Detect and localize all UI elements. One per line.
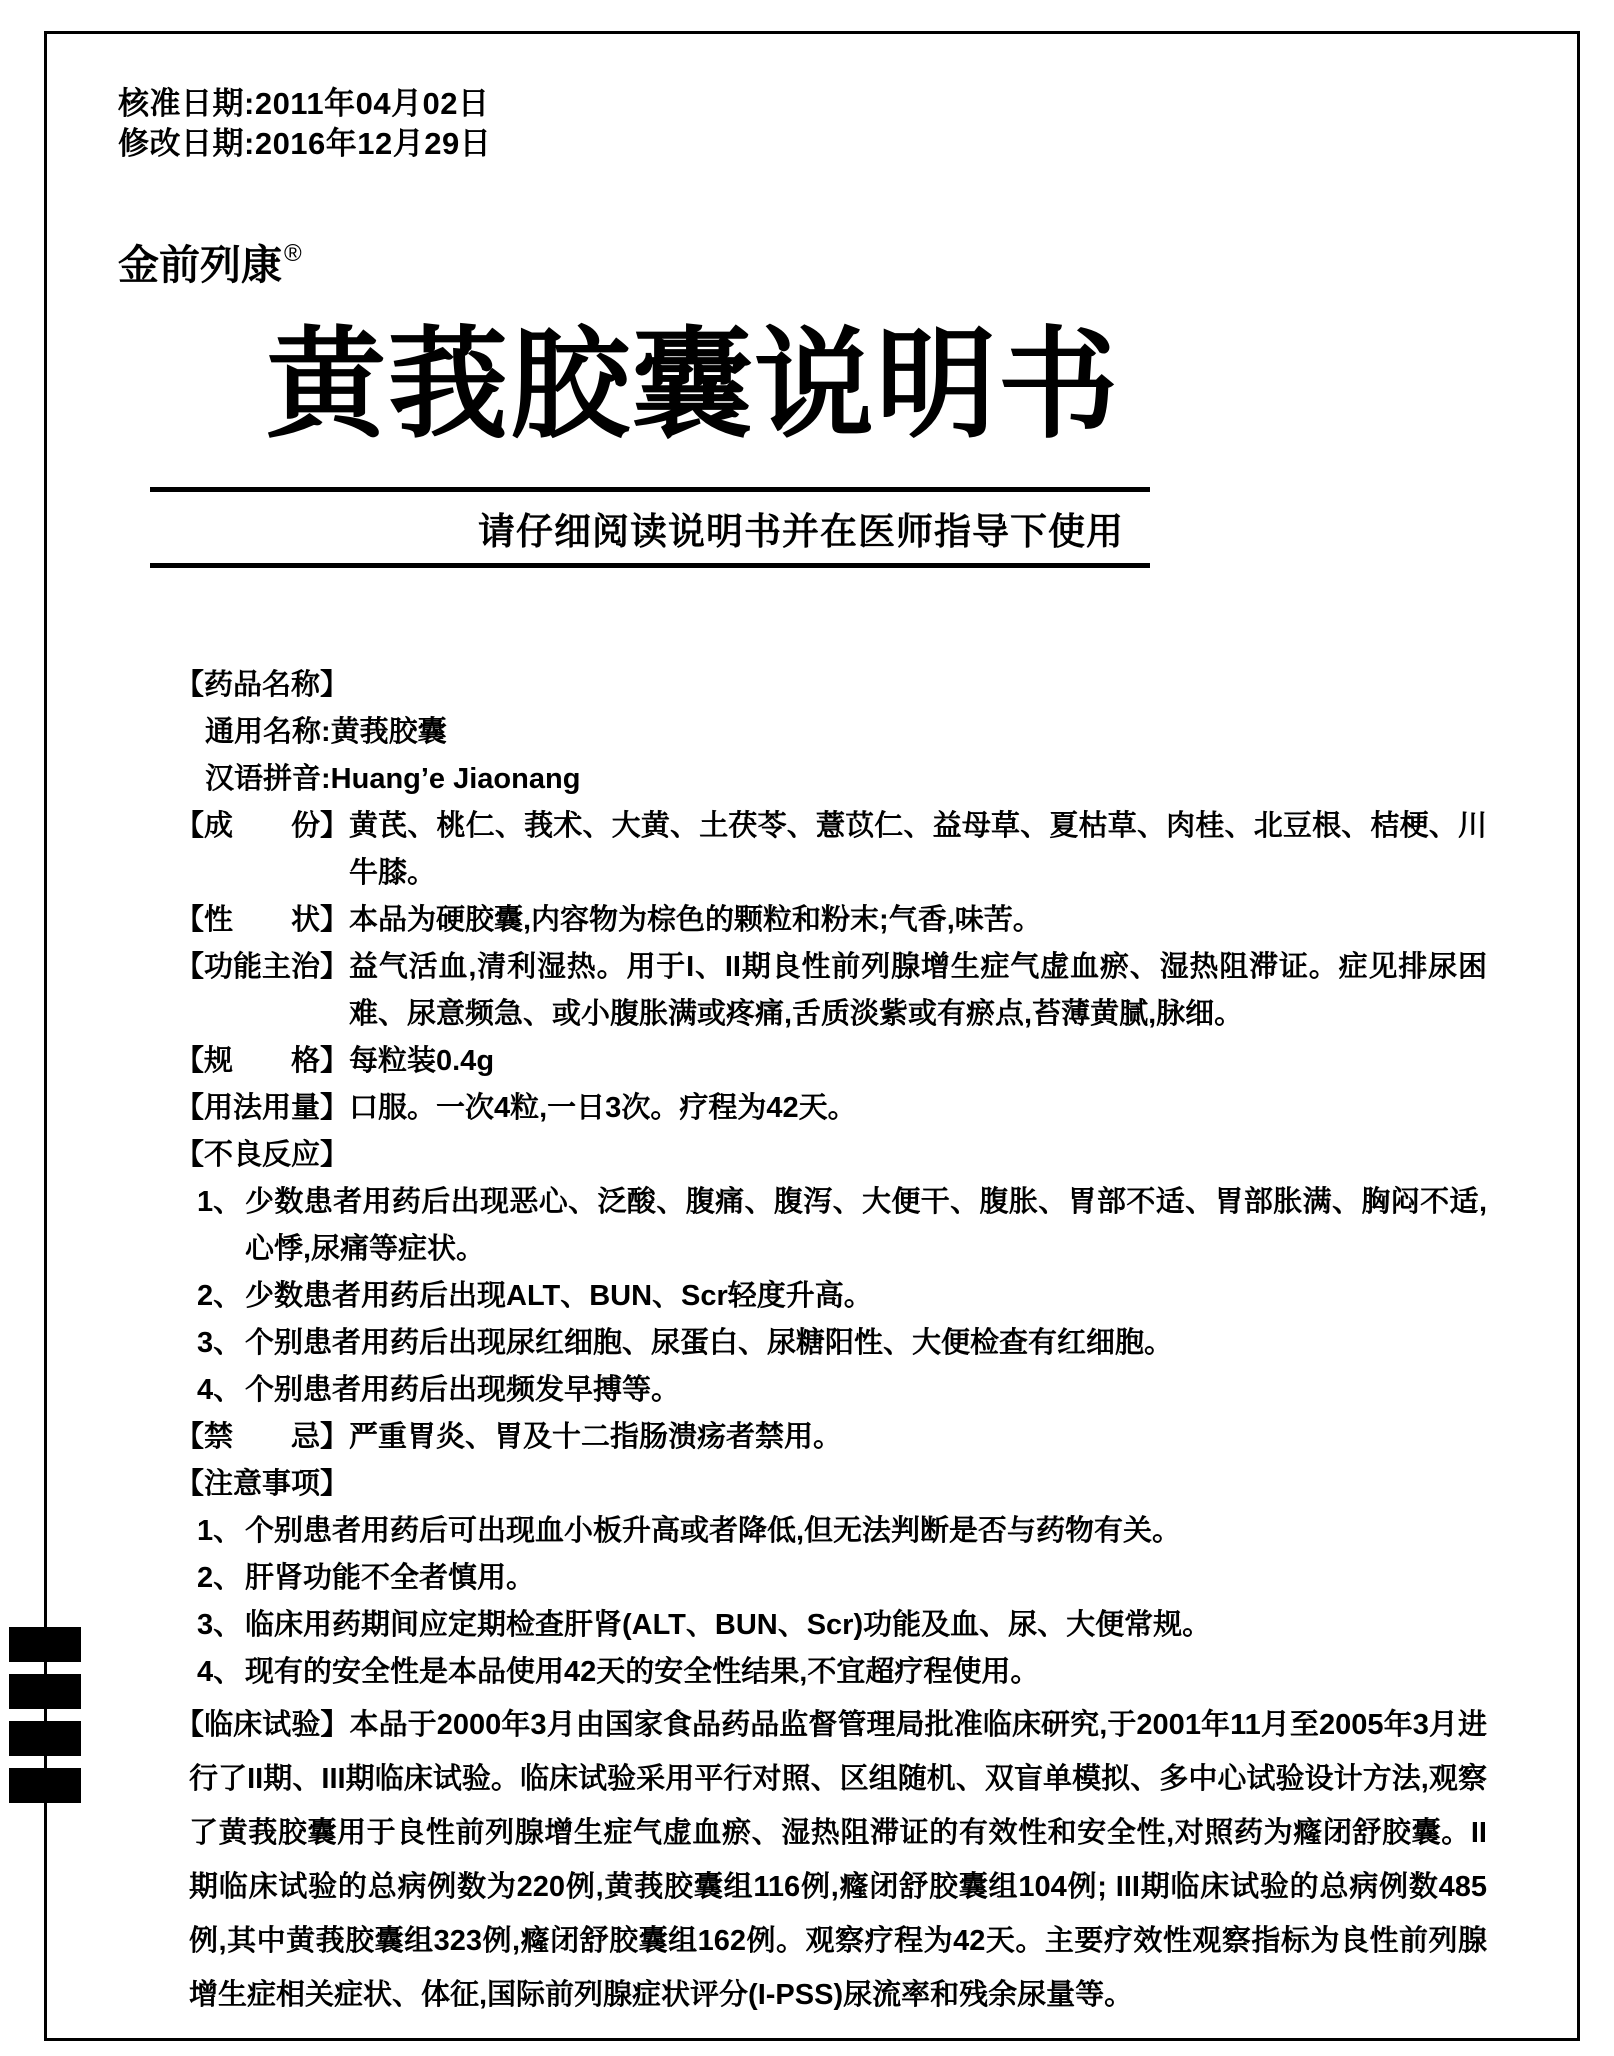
list-item [197,1367,1487,1414]
section-dosage [175,1085,1487,1132]
contraindications-label: 【禁 忌】 [175,1421,350,1453]
ingredients-label: 【成 份】 [175,810,350,842]
print-registration-mark [9,1627,81,1662]
section-precautions: 【注意事项】 [175,1468,350,1500]
brand-text: 金前列康 [118,242,282,288]
item-text: 个别患者用药后出现频发早搏等。 [245,1374,681,1406]
section-contraindications [175,1414,1487,1461]
contraindications-text: 严重胃炎、胃及十二指肠溃疡者禁用。 [349,1421,843,1453]
brand-name [118,232,302,291]
list-item [197,1602,1487,1649]
list-item [197,1555,1487,1602]
print-registration-mark [9,1768,81,1803]
section-drug-name: 【药品名称】 [175,669,350,701]
generic-name: 通用名称:黄莪胶囊 [205,716,447,748]
section-clinical-trial [175,1698,1487,2022]
specification-text: 每粒装0.4g [349,1045,495,1077]
section-adverse-reactions: 【不良反应】 [175,1139,350,1171]
precautions-list [197,1508,1487,1696]
item-number: 1、 [197,1186,243,1218]
properties-text: 本品为硬胶囊,内容物为棕色的颗粒和粉末;气香,味苦。 [349,904,1042,936]
divider-top [150,487,1150,492]
leaflet-body [175,662,1487,2022]
section-properties [175,897,1487,944]
approval-date: 核准日期:2011年04月02日 [118,86,490,121]
item-text: 肝肾功能不全者慎用。 [245,1562,536,1594]
indications-text: 益气活血,清利湿热。用于I、II期良性前列腺增生症气虚血瘀、湿热阻滞证。症见排尿困难、尿意频急、或小腹胀满或疼痛,舌质淡紫或有瘀点,苔薄黄腻,脉细。 [349,951,1487,1030]
adverse-reactions-list [197,1179,1487,1414]
section-specification [175,1038,1487,1085]
list-item [197,1273,1487,1320]
divider-bottom [150,563,1150,568]
section-indications [175,944,1487,1038]
print-registration-mark [9,1721,81,1756]
ingredients-text: 黄芪、桃仁、莪术、大黄、土茯苓、薏苡仁、益母草、夏枯草、肉桂、北豆根、桔梗、川牛膝。 [349,810,1487,889]
clinical-trial-label: 【临床试验】 [175,1709,350,1741]
item-number: 4、 [197,1656,243,1688]
registered-trademark-icon: ® [284,240,302,267]
item-number: 3、 [197,1327,243,1359]
item-text: 少数患者用药后出现恶心、泛酸、腹痛、腹泻、大便干、腹胀、胃部不适、胃部胀满、胸闷不适,心悸,尿痛等症状。 [245,1186,1487,1265]
item-text: 个别患者用药后可出现血小板升高或者降低,但无法判断是否与药物有关。 [245,1515,1182,1547]
page-title: 黄莪胶囊说明书 [266,318,1120,452]
list-item [197,1320,1487,1367]
read-instructions-notice: 请仔细阅读说明书并在医师指导下使用 [478,511,1124,552]
item-number: 4、 [197,1374,243,1406]
properties-label: 【性 状】 [175,904,350,936]
item-number: 1、 [197,1515,243,1547]
item-number: 2、 [197,1280,243,1312]
indications-label: 【功能主治】 [175,951,350,983]
pinyin-name: 汉语拼音:Huang’e Jiaonang [205,763,581,795]
revision-date: 修改日期:2016年12月29日 [118,126,492,161]
list-item [197,1179,1487,1273]
item-text: 临床用药期间应定期检查肝肾(ALT、BUN、Scr)功能及血、尿、大便常规。 [245,1609,1212,1641]
item-number: 2、 [197,1562,243,1594]
print-registration-mark [9,1674,81,1709]
list-item [197,1508,1487,1555]
dosage-text: 口服。一次4粒,一日3次。疗程为42天。 [349,1092,857,1124]
list-item [197,1649,1487,1696]
item-text: 少数患者用药后出现ALT、BUN、Scr轻度升高。 [245,1280,873,1312]
section-ingredients [175,803,1487,897]
item-text: 个别患者用药后出现尿红细胞、尿蛋白、尿糖阳性、大便检查有红细胞。 [245,1327,1174,1359]
dosage-label: 【用法用量】 [175,1092,350,1124]
specification-label: 【规 格】 [175,1045,350,1077]
item-text: 现有的安全性是本品使用42天的安全性结果,不宜超疗程使用。 [245,1656,1040,1688]
item-number: 3、 [197,1609,243,1641]
clinical-trial-text: 本品于2000年3月由国家食品药品监督管理局批准临床研究,于2001年11月至2005年3月进行了II期、III期临床试验。临床试验采用平行对照、区组随机、双盲单模拟、多中心试验设计方法,观察了黄莪胶囊用于良性前列腺增生症气虚血瘀、湿热阻滞证的有效性和安全性,对照药为癃闭舒胶囊。II期临床试验的总病例数为220例,黄莪胶囊组116例,癃闭舒胶囊组104例; III期临床试验的总病例数485例,其中黄莪胶囊组323例,癃闭舒胶囊组162例。观察疗程为42天。主要疗效性观察指标为良性前列腺增生症相关症状、体征,国际前列腺症状评分(I-PSS)尿流率和残余尿量等。 [189,1709,1487,2011]
date-block [118,84,491,164]
